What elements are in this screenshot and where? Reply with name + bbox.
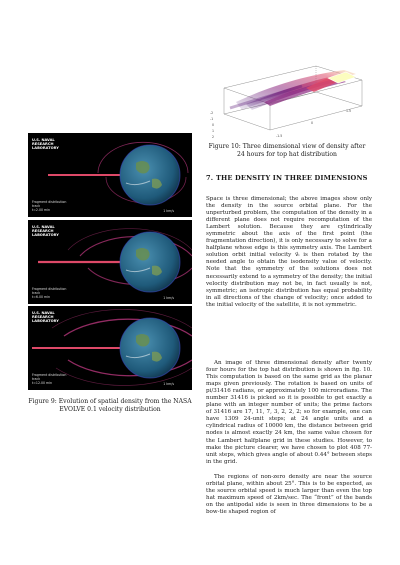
figure-9-panel-1: [28, 133, 192, 217]
tick-label: -1: [210, 117, 214, 121]
density-3d-plot: [206, 58, 368, 140]
scale-label: 1 km/s: [163, 209, 174, 213]
figure-10-density-plot: [206, 58, 368, 140]
paragraph: [206, 360, 372, 466]
panel-label: Fragment distribution track t=6.00 min: [32, 287, 67, 300]
paragraph: [206, 196, 372, 309]
tick-label: 2: [212, 135, 215, 139]
nrl-logo-text: U.S. NAVAL RESEARCH LABORATORY: [32, 311, 59, 324]
panel-label: Fragment distribution track t=2.00 min: [32, 200, 67, 213]
nrl-logo-text: U.S. NAVAL RESEARCH LABORATORY: [32, 138, 59, 151]
nrl-logo-text: U.S. NAVAL RESEARCH LABORATORY: [32, 225, 59, 238]
paragraph-text: Space is three dimensional; the above images show only the density in the source orbital plane. For the unperturbed problem, the computation of the density in a different plane does not require recomputation of the Lambert solution. Because they are cylindrically symmetric about the axis of the first point (the fragmentation direction), it is only necessary to solve for a halfplane whose edge is this symmetry axis. The Lambert solution orbit initial velocity v⃗ᵢ is then rotated by the needed angle to obtain the isodensity value of velocity. Note that the symmetry of the solutions does not necessarily extend to a symmetry of the density; the initial velocity distribution may not be, in fact usually is not, symmetric; an isotropic distribution has equal probability in all directions of the change of velocity; once added to the initial velocity of the satellite, it is not symmetric.: [206, 196, 372, 308]
scale-label: 1 km/s: [163, 296, 174, 300]
section-title: THE DENSITY IN THREE DIMENSIONS: [216, 174, 368, 182]
tick-label: 1.5: [346, 109, 352, 113]
tick-label: 1: [212, 129, 215, 133]
paragraph: [206, 474, 372, 516]
tick-label: -2: [210, 111, 214, 115]
tick-label: 0: [212, 123, 215, 127]
section-number: 7.: [206, 174, 214, 182]
tick-label: 0: [311, 121, 314, 125]
figure-9-panel-3: [28, 306, 192, 390]
panel-label: Fragment distribution track t=12.00 min: [32, 373, 67, 386]
axis-ticks: [210, 109, 351, 139]
section-heading: [206, 174, 372, 182]
scale-label: 1 km/s: [163, 382, 174, 386]
paragraph-text: The regions of non-zero density are near the source orbital plane, within about 25°. This is to be expected, as the source orbital speed is much larger than even the top hat maximum speed of 2km/sec. The “front” of the bands on the antipodal side is seen in three dimensions to be a bow-tie shaped region of: [206, 474, 372, 516]
figure-10-caption: Figure 10: Three dimensional view of density after 24 hours for top hat distribution: [208, 143, 366, 158]
paragraph-text: An image of three dimensional density after twenty four hours for the top hat distribution is shown in fig. 10. This computation is based on the same grid as the planar maps given previously. The rotation is based on units of pi/31416 radians, or approximately 100 microradians. The number 31416 is picked so it is possible to get exactly a plane with an integer number of units; the prime factors of 31416 are 17, 11, 7, 3, 2, 2, 2; so for example, one can have 1309 24-unit steps; at 24 angle units and a cylindrical radius of 10000 km, the distance between grid nodes is almost exactly 24 km, the same value chosen for the Lambert halfplane grid in these studies. However, to make the picture clearer, we have chosen to plot 408 77-unit steps, which gives angle of about 0.44° between steps in the grid.: [206, 360, 372, 465]
figure-9-panel-2: [28, 220, 192, 304]
figure-9-caption: Figure 9: Evolution of spatial density from the NASA EVOLVE 0.1 velocity distribution: [28, 398, 192, 413]
density-bands: [230, 70, 356, 110]
tick-label: -1.5: [276, 134, 283, 138]
